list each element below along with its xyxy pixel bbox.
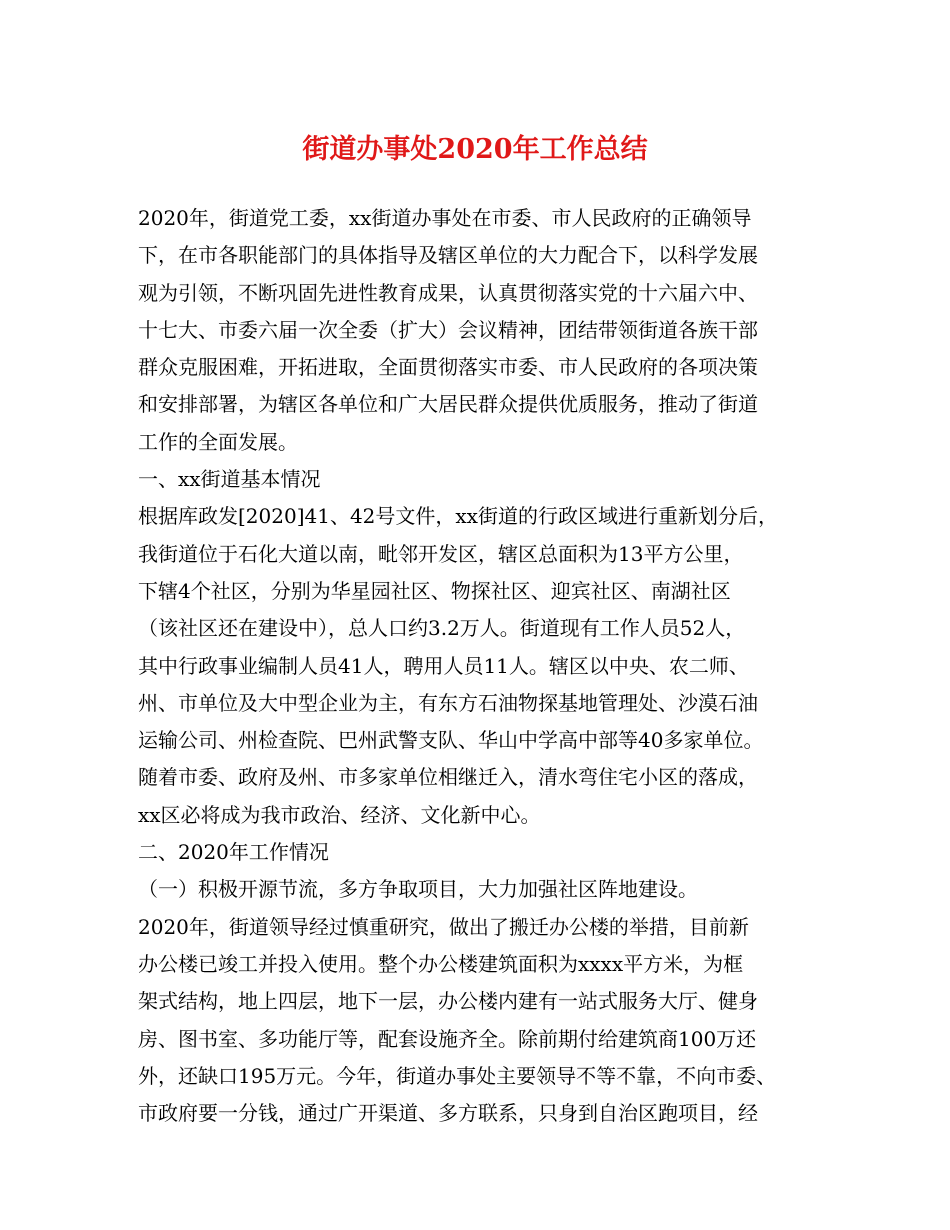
body-line: 观为引领，不断巩固先进性教育成果，认真贯彻落实党的十六届六中、 — [138, 280, 758, 305]
section-heading-2: 二、2020年工作情况 — [138, 840, 329, 865]
body-line: 下辖4个社区，分别为华星园社区、物探社区、迎宾社区、南湖社区 — [138, 578, 731, 603]
section-heading-1: 一、xx街道基本情况 — [138, 467, 321, 492]
document-title: 街道办事处2020年工作总结 — [302, 134, 648, 165]
body-line: 房、图书室、多功能厅等，配套设施齐全。除前期付给建筑商100万还 — [138, 1026, 757, 1051]
body-line: 根据库政发[2020]41、42号文件，xx街道的行政区域进行重新划分后， — [138, 504, 778, 529]
body-line: 和安排部署，为辖区各单位和广大居民群众提供优质服务，推动了街道 — [138, 392, 758, 417]
body-line: 其中行政事业编制人员41人，聘用人员11人。辖区以中央、农二师、 — [138, 653, 749, 678]
body-line: 十七大、市委六届一次全委（扩大）会议精神，团结带领街道各族干部 — [138, 317, 758, 342]
body-line: 随着市委、政府及州、市多家单位相继迁入，清水弯住宅小区的落成， — [138, 765, 758, 790]
body-line: 州、市单位及大中型企业为主，有东方石油物探基地管理处、沙漠石油 — [138, 690, 758, 715]
body-line: xx区必将成为我市政治、经济、文化新中心。 — [138, 802, 541, 827]
body-line: 架式结构，地上四层，地下一层，办公楼内建有一站式服务大厅、健身 — [138, 989, 758, 1014]
body-line: （该社区还在建设中），总人口约3.2万人。街道现有工作人员52人， — [138, 616, 746, 641]
body-line: 市政府要一分钱，通过广开渠道、多方联系，只身到自治区跑项目，经 — [138, 1101, 758, 1126]
body-line: 我街道位于石化大道以南，毗邻开发区，辖区总面积为13平方公里， — [138, 541, 744, 566]
body-line: 群众克服困难，开拓进取，全面贯彻落实市委、市人民政府的各项决策 — [138, 355, 758, 380]
body-line: 外，还缺口195万元。今年，街道办事处主要领导不等不靠，不向市委、 — [138, 1063, 777, 1088]
body-line: 2020年，街道领导经过慎重研究，做出了搬迁办公楼的举措，目前新 — [138, 914, 749, 939]
body-line: 2020年，街道党工委，xx街道办事处在市委、市人民政府的正确领导 — [138, 206, 752, 230]
body-line: 下，在市各职能部门的具体指导及辖区单位的大力配合下，以科学发展 — [138, 243, 758, 268]
subsection-heading-1: （一）积极开源节流，多方争取项目，大力加强社区阵地建设。 — [138, 877, 698, 902]
body-line: 办公楼已竣工并投入使用。整个办公楼建筑面积为xxxx平方米，为框 — [138, 951, 744, 976]
body-line: 工作的全面发展。 — [138, 429, 298, 454]
document-body — [138, 200, 828, 1132]
body-line: 运输公司、州检查院、巴州武警支队、华山中学高中部等40多家单位。 — [138, 728, 764, 753]
